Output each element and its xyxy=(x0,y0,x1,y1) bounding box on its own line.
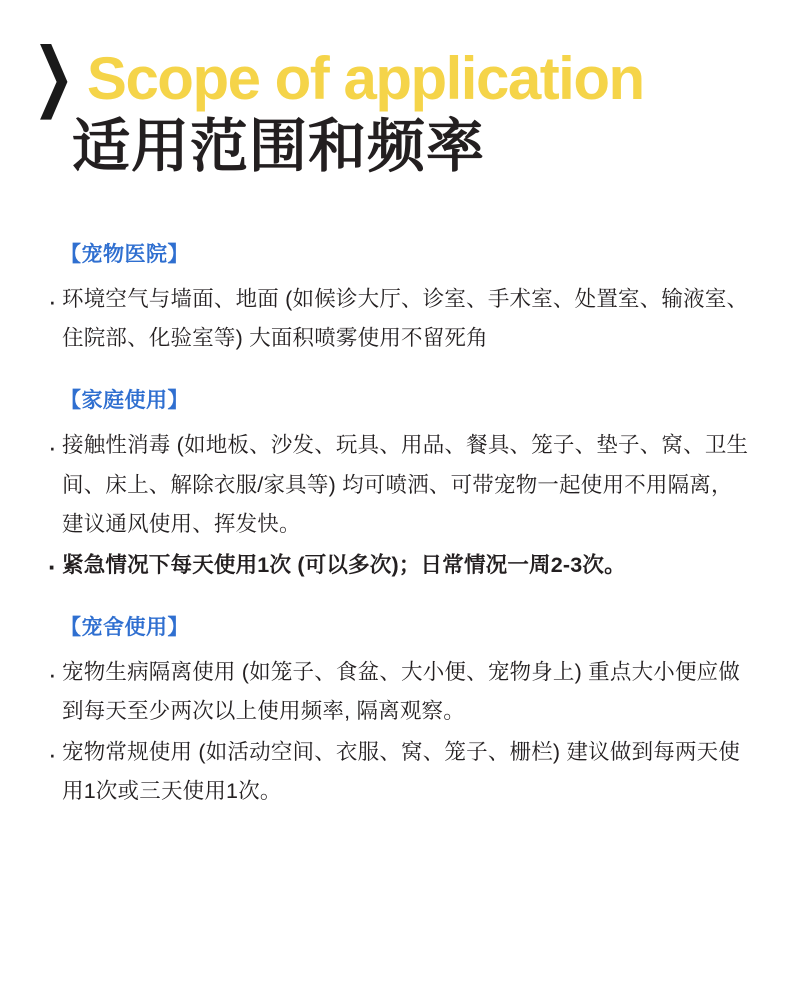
section-item-list xyxy=(46,280,752,358)
section-heading: 【宠舍使用】 xyxy=(60,615,189,639)
page-header xyxy=(30,0,760,180)
section-item-list xyxy=(46,426,752,585)
section-home-use xyxy=(46,384,752,585)
list-item: · 环境空气与墙面、地面 (如候诊大厅、诊室、手术室、处置室、输液室、住院部、化验室等) 大面积喷雾使用不留死角 xyxy=(46,280,752,358)
title-row xyxy=(30,32,760,120)
chevron-right-icon: ❯ xyxy=(32,32,75,120)
section-item-list xyxy=(46,653,752,812)
page-title-english: Scope of application xyxy=(86,45,644,112)
list-item: · 宠物生病隔离使用 (如笼子、食盆、大小便、宠物身上) 重点大小便应做到每天至少两次以上使用频率, 隔离观察。 xyxy=(46,653,752,731)
list-item: · 宠物常规使用 (如活动空间、衣服、窝、笼子、栅栏) 建议做到每两天使用1次或三天使用1次。 xyxy=(46,733,752,811)
list-item-emphasis: · 紧急情况下每天使用1次 (可以多次)；日常情况一周2-3次。 xyxy=(46,546,752,585)
section-heading: 【宠物医院】 xyxy=(60,243,189,267)
section-kennel-use xyxy=(46,611,752,812)
content-body xyxy=(46,238,752,811)
section-pet-hospital xyxy=(46,238,752,358)
section-heading: 【家庭使用】 xyxy=(60,389,189,413)
list-item: · 接触性消毒 (如地板、沙发、玩具、用品、餐具、笼子、垫子、窝、卫生间、床上、解除衣服/家具等) 均可喷洒、可带宠物一起使用不用隔离，建议通风使用、挥发快。 xyxy=(46,426,752,543)
page-title-chinese: 适用范围和频率 xyxy=(72,114,486,180)
